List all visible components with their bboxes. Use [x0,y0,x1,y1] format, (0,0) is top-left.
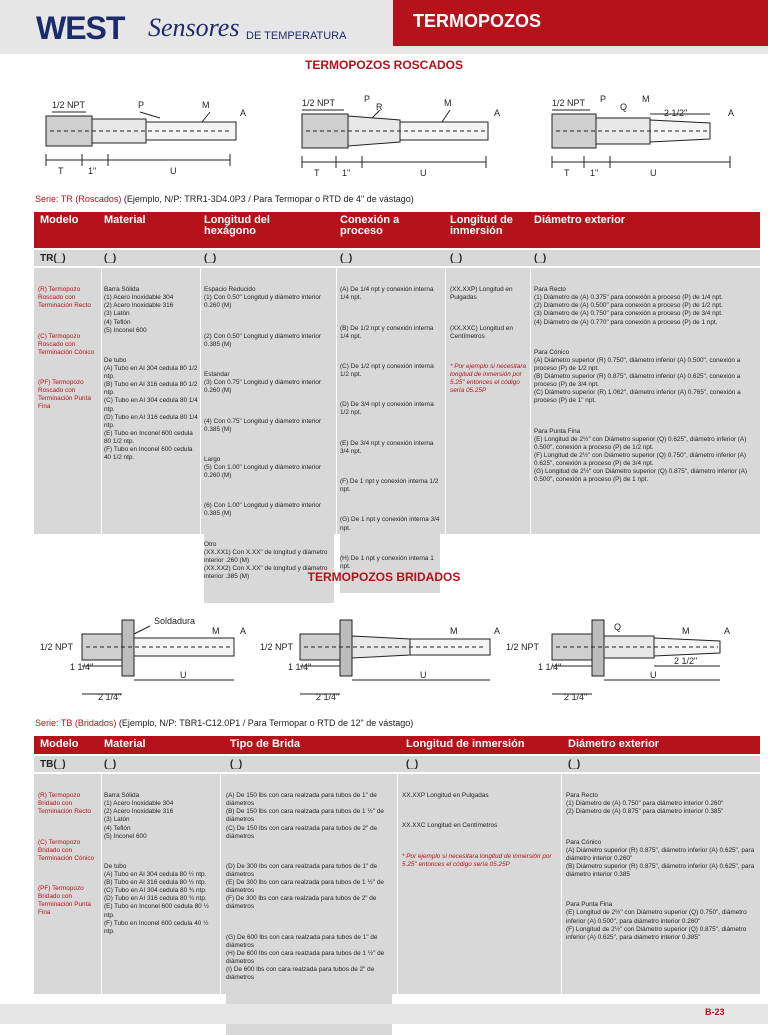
divider [445,268,446,534]
logo-sensores: Sensores [148,13,240,42]
th-diametro: Diámetro exterior [534,214,626,226]
label-u-2: U [420,168,427,178]
serie-line-roscados [35,194,414,204]
conexion-item: (C) De 1/2 npt y conexión interna 1/2 npt. [340,362,436,379]
conexion-item: (D) De 3/4 npt y conexión interna 1/2 npt. [340,401,436,417]
divider [101,774,102,994]
inmersion-note: * Por ejemplo si necesitara longitud de inmersión por 5.25" entonces el código sería 05.25P [450,362,528,395]
label-t-3: T [564,168,570,178]
label-a-b1: A [240,626,247,636]
label-m-3: M [642,94,650,104]
code-row-bridados [34,756,760,772]
th-modelo: Modelo [40,738,79,750]
th-modelo: Modelo [40,214,79,226]
diametro-item: Para Punta Fina (E) Longitud de 2½" con Diámetro superior (Q) 0.625", diámetro inferior (A) 0.500", conexión a proceso (P) de 1/2 npt. (F) Longitud de 2½" con Diámetro superior (Q) 0.750", diámetro inferior (A) 0.625", conexión a proceso (P) de 3/4 npt. (G) Longitud de 2½" con Diámetro superior (Q) 0.875", diámetro inferior (A) 0.500", conexión a proceso (P) de 1 npt. [534,427,748,484]
roscados-diagrams [30,92,760,182]
page-title: TERMOPOZOS [393,0,768,46]
brida-item: (A) De 150 lbs con cara realzada para tubos de 1" de diámetros (B) De 150 lbs con cara realzada para tubos de 1 ½" de diámetros (C) De 150 lbs con cara realzada para tubos de 2" de diámetros [226,792,384,840]
label-soldadura-b1: Soldadura [154,616,196,626]
label-p-1: P [138,100,145,110]
th-material: Material [104,738,146,750]
inmersion-item: (XX.XXP) Longitud en Pulgadas [450,286,515,302]
label-npt-1: 1/2 NPT [52,100,86,110]
code-row-roscados [34,250,760,266]
conexion-item: (B) De 1/2 npt y conexión interna 1/4 npt. [340,324,436,340]
code-material: (_) [104,759,117,770]
table-body-bridados [34,774,760,994]
diametro-item: Para Cónico (A) Diámetro superior (R) 0.875", diámetro inferior (A) 0.625", para diámetro interior 0.260" (B) Diámetro superior (R) 0.875", diámetro inferior (A) 0.625", para diámetro interior 0.385 [566,838,755,879]
hexagono-item: (2) Con 0.50" Longitud y diámetro interior 0.385 (M) [204,332,323,348]
code-material: (_) [104,253,117,264]
hexagono-item: Espacio Reducido (1) Con 0.50" Longitud y diámetro interior 0.260 (M) [204,286,322,310]
label-one-3: 1" [590,168,599,178]
serie-name: TR (Roscados) [60,194,122,204]
bridados-diagrams [30,604,760,704]
label-q-3: Q [620,102,628,112]
logo-tagline: DE TEMPERATURA [246,30,347,42]
diametro-item: Para Recto (1) Diámetro de (A) 0.750" para diámetro interior 0.260" (2) Diámetro de (A) 0.875" para diámetro interior 0.385" [566,792,724,816]
label-m-2: M [444,98,452,108]
label-npt-3: 1/2 NPT [552,98,586,108]
modelo-item: (C) Termopozo Bridado con Terminación Cónico [38,838,95,862]
label-a-2: A [494,108,501,118]
label-u-b1: U [180,670,187,680]
label-twoquarter-b3: 2 1/4" [564,692,588,702]
divider [561,774,562,994]
divider [397,774,398,994]
code-diametro: (_) [568,759,581,770]
label-onequarter-b3: 1 1/4" [538,662,562,672]
th-hexagono: Longitud del hexágono [204,214,270,237]
table-header-bridados [34,736,760,754]
divider [101,268,102,534]
divider [530,268,531,534]
label-a-b3: A [724,626,731,636]
hexagono-item: Otro (XX.XX1) Con X.XX" de longitud y diámetro interior .260 (M) (XX.XX2) Con X.XX" de longitud y diámetro interior .385 (M) [204,540,328,581]
divider [200,268,201,534]
label-twohalf-b3: 2 1/2" [674,656,698,666]
conexion-item: (A) De 1/4 npt y conexión interna 1/4 npt. [340,286,436,302]
serie-line-bridados [35,718,413,728]
code-modelo: TR(_) [40,253,66,264]
material-item: De tubo (A) Tubo en AI 304 cedula 80 ½ ntp. (B) Tubo en AI 316 cedula 80 ½ ntp. (C) Tubo en AI 304 cedula 80 ¾ ntp. (D) Tubo en AI 316 cedula 80 ¾ ntp. (E) Tubo en Inconel 600 cedula 80 ½ ntp. (F) Tubo en Inconel 600 cedula 40 ½ ntp. [104,862,209,935]
section-title-bridados: TERMOPOZOS BRIDADOS [307,570,461,584]
label-m-b2: M [450,626,458,636]
label-one-1: 1" [88,166,97,176]
label-u-b2: U [420,670,427,680]
inmersion-item: XX.XXP Longitud en Pulgadas [402,792,489,800]
code-brida: (_) [230,759,243,770]
conexion-item: (E) De 3/4 npt y conexión interna 3/4 npt. [340,439,436,455]
hexagono-item: (6) Con 1.00" Longitud y diámetro interior 0.385 (M) [204,502,323,518]
code-inmersion: (_) [406,759,419,770]
inmersion-item: (XX.XXC) Longitud en Centímetros [450,324,515,340]
brida-item: (G) De 600 lbs con cara realzada para tubos de 1" de diámetros (H) De 600 lbs con cara realzada para tubos de 1 ½" de diámetros (I) De 600 lbs con cara realzada para tubos de 2" de diámetros [226,933,385,982]
conexion-item: (H) De 1 npt y conexión interna 1 npt. [340,554,436,570]
label-twohalf-3: 2 1/2" [664,108,688,118]
page-footer [0,1004,768,1024]
label-u-1: U [170,166,177,176]
label-t-2: T [314,168,320,178]
code-diametro: (_) [534,253,547,264]
label-t-1: T [58,166,64,176]
col-diametro [534,270,756,507]
inmersion-note: * Por ejemplo si necesitara longitud de inmersión por 5.25" entonces el código sería 05.25P [402,852,554,868]
label-p-3: P [600,94,607,104]
section-title-roscados: TERMOPOZOS ROSCADOS [304,58,463,72]
label-m-1: M [202,100,210,110]
serie-example: (Ejemplo, N/P: TBR1-C12.0P1 / Para Termopar o RTD de 12" de vástago) [118,718,414,728]
th-diametro: Diámetro exterior [568,738,660,750]
label-npt-b3: 1/2 NPT [506,642,540,652]
th-material: Material [104,214,146,226]
th-conexion: Conexión a proceso [340,214,400,237]
code-inmersion: (_) [450,253,463,264]
col-hexagono [204,270,334,603]
col-inmersion [402,776,552,891]
label-u-3: U [650,168,657,178]
col-material [104,776,216,958]
label-a-1: A [240,108,247,118]
label-twoquarter-b2: 2 1/4" [316,692,340,702]
label-r-2: R [376,102,383,112]
code-conexion: (_) [340,253,353,264]
th-brida: Tipo de Brida [230,738,301,750]
serie-label: Serie: [35,718,59,728]
inmersion-item: XX.XXC Longitud en Centímetros [402,822,498,830]
diametro-item: Para Cónico (A) Diámetro superior (R) 0.750", diámetro inferior (A) 0.500", conexión a proceso (P) de 1/2 npt. (B) Diámetro superior (R) 0.875", diámetro inferior (A) 0.625", conexión a proceso (P) de 3/4 npt. (C) Diámetro superior (R) 1.062", diámetro inferior (A) 0.765", conexión a proceso (P) de 1" npt. [534,348,741,405]
label-u-b3: U [650,670,657,680]
brida-item: (D) De 300 lbs con cara realzada para tubos de 1" de diámetros (E) De 300 lbs con cara realzada para tubos de 1 ½" de diámetros (F) De 300 lbs con cara realzada para tubos de 2" de diámetros [226,862,384,911]
modelo-item: (R) Termopozo Roscado con Terminación Recto [38,286,91,310]
material-item: Barra Sólida (1) Acero Inoxidable 304 (2) Acero Inoxidable 316 (3) Latón (4) Teflón (5) Inconel 600 [104,792,174,840]
serie-name: TB (Bridados) [60,718,117,728]
col-diametro [566,776,756,964]
label-twoquarter-b1: 2 1/4" [98,692,122,702]
modelo-item: (C) Termopozo Roscado con Terminación Cónico [38,332,95,356]
material-item: De tubo (A) Tubo en AI 304 cedula 80 1/2 ntp. (B) Tubo en AI 316 cedula 80 1/2 ntp. (C) Tubo en AI 304 cedula 80 1/4 ntp. (D) Tubo en AI 316 cedula 80 1/4 ntp. (E) Tubo en Inconel 600 cedula 80 1/2 ntp. (F) Tubo en Inconel 600 cedula 40 1/2 ntp. [104,356,198,462]
diametro-item: Para Recto (1) Diámetro de (A) 0.375" para conexión a proceso (P) de 1/4 npt. (2) Diámetro de (A) 0.500" para conexión a proceso (P) de 1/2 npt. (3) Diámetro de (A) 0.750" para conexión a proceso (P) de 3/4 npt. (4) Diámetro de (A) 0.770" para conexión a proceso (P) de 1 npt. [534,286,723,326]
modelo-item: (R) Termopozo Bridado con Terminación Recto [38,792,91,816]
col-conexion [340,270,440,593]
modelo-item: (PF) Termopozo Roscado con Terminación Punta Fina [38,379,93,411]
hexagono-item: (4) Con 0.75" Longitud y diámetro interior 0.385 (M) [204,417,323,433]
diametro-item: Para Punta Fina (E) Longitud de 2½" con Diámetro superior (Q) 0.750", diámetro inferior (A) 0.500", para diámetro interior 0.260" (F) Longitud de 2½" con Diámetro superior (Q) 0.875", diámetro inferior (A) 0.625", para diámetro interior 0.385" [566,901,747,941]
label-p-2: P [364,94,371,104]
label-onequarter-b2: 1 1/4" [288,662,312,672]
col-modelo [38,776,100,940]
code-hexagono: (_) [204,253,217,264]
logo-west: WEST [36,10,125,46]
label-one-2: 1" [342,168,351,178]
label-a-b2: A [494,626,501,636]
th-inmersion: Longitud de inmersión [406,738,525,750]
hexagono-item: Estandar (3) Con 0.75" Longitud y diámetro interior 0.260 (M) [204,371,322,395]
label-npt-2: 1/2 NPT [302,98,336,108]
material-item: Barra Sólida (1) Acero Inoxidable 304 (2) Acero Inoxidable 316 (3) Latón (4) Teflón (5) Inconel 600 [104,286,174,334]
conexion-item: (F) De 1 npt y conexión interna 1/2 npt. [340,478,441,494]
col-modelo [38,270,100,434]
label-m-b3: M [682,626,690,636]
col-brida [226,776,392,1035]
label-onequarter-b1: 1 1/4" [70,662,94,672]
th-inmersion: Longitud de inmersión [450,214,513,237]
divider [336,268,337,534]
col-inmersion [450,270,528,418]
label-q-b3: Q [614,622,622,632]
serie-example: (Ejemplo, N/P: TRR1-3D4.0P3 / Para Termopar o RTD de 4" de vástago) [123,194,414,204]
divider [220,774,221,994]
table-header-roscados [34,212,760,248]
label-m-b1: M [212,626,220,636]
code-modelo: TB(_) [40,759,66,770]
label-npt-b2: 1/2 NPT [260,642,294,652]
page-number: B-23 [705,1007,725,1017]
conexion-item: (G) De 1 npt y conexión interna 3/4 npt. [340,516,442,532]
col-material [104,270,198,484]
hexagono-item: Largo (5) Con 1.00" Longitud y diámetro interior 0.260 (M) [204,455,322,480]
modelo-item: (PF) Termopozo Bridado con Terminación Punta Fina [38,885,93,917]
serie-label: Serie: [35,194,59,204]
label-a-3: A [728,108,735,118]
label-npt-b1: 1/2 NPT [40,642,74,652]
